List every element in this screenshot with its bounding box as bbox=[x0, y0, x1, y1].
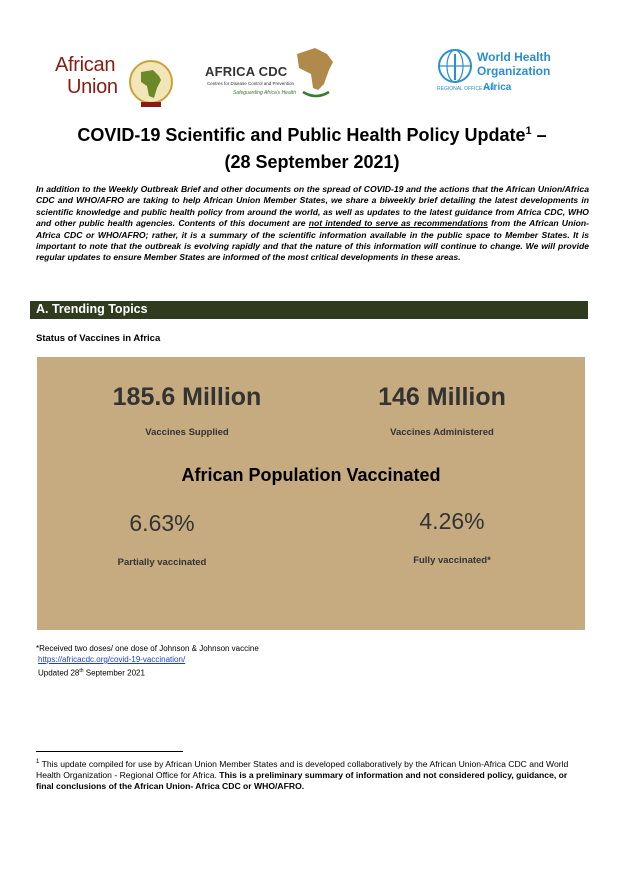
african-union-wordmark: African Union bbox=[55, 54, 118, 98]
footnote-disclaimer: This is a preliminary summary of information and not considered policy, guidance, or final conclusions of the African Union- Africa CDC or WHO/AFRO. bbox=[36, 770, 568, 792]
africa-cdc-subtitle: Centres for Disease Control and Prevention bbox=[207, 81, 295, 86]
dose-note: *Received two doses/ one dose of Johnson & Johnson vaccine bbox=[36, 644, 259, 653]
au-emblem-icon bbox=[127, 58, 175, 108]
section-header-trending-topics: A. Trending Topics bbox=[30, 301, 588, 319]
vaccine-stats-panel bbox=[37, 357, 585, 630]
vaccines-administered-value: 146 Million bbox=[378, 383, 506, 411]
who-name: World Health Organization bbox=[477, 50, 551, 78]
vaccines-supplied-label: Vaccines Supplied bbox=[145, 427, 229, 438]
who-region-label: REGIONAL OFFICE FOR bbox=[437, 86, 495, 92]
population-vaccinated-title: African Population Vaccinated bbox=[181, 465, 441, 485]
fully-vaccinated-label: Fully vaccinated* bbox=[413, 555, 491, 566]
africa-cdc-tagline: Safeguarding Africa's Health bbox=[233, 90, 297, 96]
who-logo bbox=[437, 48, 557, 98]
updated-date: Updated 28th September 2021 bbox=[38, 668, 145, 678]
partially-vaccinated-value: 6.63% bbox=[129, 510, 195, 536]
partially-vaccinated-label: Partially vaccinated bbox=[117, 557, 207, 568]
vaccines-administered-label: Vaccines Administered bbox=[390, 427, 494, 438]
africa-map-icon bbox=[291, 44, 341, 100]
vaccine-status-heading: Status of Vaccines in Africa bbox=[36, 333, 161, 344]
african-union-logo bbox=[55, 54, 175, 108]
who-emblem-icon bbox=[437, 48, 473, 84]
who-region-name: Africa bbox=[483, 82, 512, 93]
document-title: COVID-19 Scientific and Public Health Policy Update$^1$ – (28 September 2021) bbox=[77, 125, 547, 172]
title-footnote-mark[interactable]: 1 bbox=[525, 125, 532, 137]
africa-cdc-name: AFRICA CDC bbox=[205, 64, 288, 79]
intro-paragraph: In addition to the Weekly Outbreak Brief and other documents on the spread of COVID-19 and the actions that the African Union/Africa CDC and WHO/AFRO are taking to help African Union Member States, we share a biweekly brief detailing the latest developments in scientific knowledge and public health policy from around the world, as well as updates to the latest guidance from Africa CDC, WHO and other public health agencies. Contents of this document are not intended to serve as recommendations from the African Union-Africa CDC or WHO/AFRO; rather, it is a summary of the scientific information available in the public space to Member States. It is important to note that the outbreak is evolving rapidly and that the nature of this information will continue to change. We will provide regular updates to ensure Member States are informed of the most critical developments in these areas. bbox=[36, 184, 589, 263]
logo-row bbox=[0, 40, 624, 110]
fully-vaccinated-value: 4.26% bbox=[419, 508, 485, 534]
footnote: $^1$ This update compiled for use by African Union Member States and is developed collaboratively by the African Union-Africa CDC and World Health Organization - Regional Office for Africa. This is a preliminary summary of information and not considered policy, guidance, or final conclusions of the African Union- Africa CDC or WHO/AFRO. bbox=[36, 758, 569, 792]
vaccination-source-link[interactable]: https://africacdc.org/covid-19-vaccination/ bbox=[38, 655, 186, 664]
vaccines-supplied-value: 185.6 Million bbox=[112, 383, 262, 411]
disclaimer-underline: not intended to serve as recommendations bbox=[308, 218, 488, 229]
africa-cdc-logo bbox=[205, 44, 340, 106]
footnote-separator bbox=[36, 751, 183, 752]
source-link-wrap bbox=[38, 655, 185, 665]
